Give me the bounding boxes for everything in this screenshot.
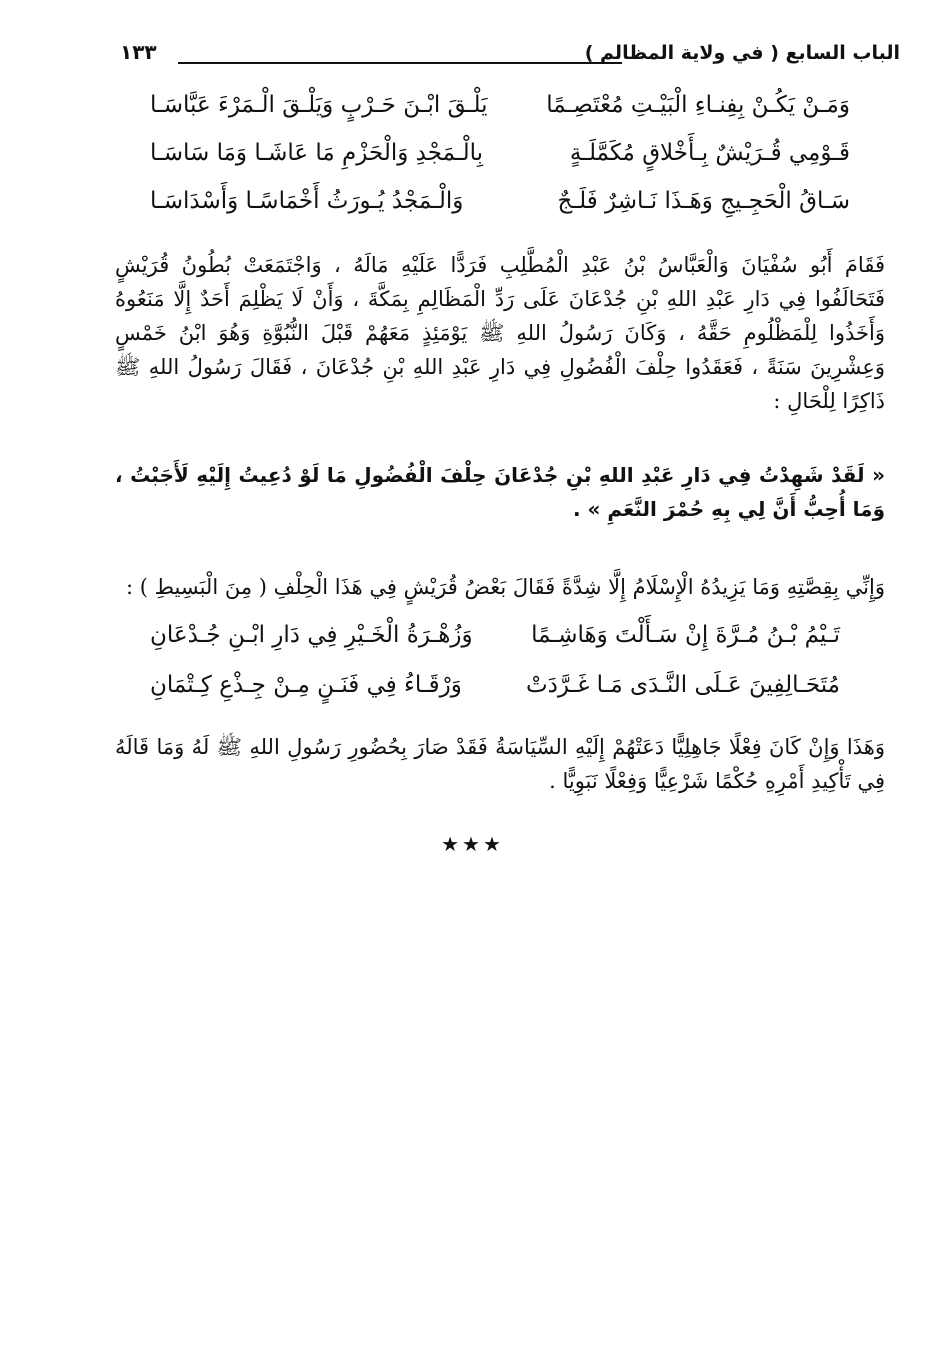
hadith-quote: « لَقَدْ شَهِدْتُ فِي دَارِ عَبْدِ اللهِ بْنِ جُدْعَانَ حِلْفَ الْفُضُولِ مَا لَوْ دُعِيتُ إِلَيْهِ لَأَجَبْتُ ، وَمَا أُحِبُّ أَنَّ لِي بِهِ حُمْرَ النَّعَمِ » . bbox=[115, 463, 885, 521]
verse-line bbox=[140, 672, 840, 708]
verse-left-hemistich: وَرْقَـاءُ فِي فَنَـنٍ مِـنْ جِـذْعِ كِـتْمَانِ bbox=[150, 672, 462, 698]
body-paragraph: وَإِنِّي بِقِصَّتِهِ وَمَا يَزِيدُهُ الْإِسْلَامُ إِلَّا شِدَّةً فَقَالَ بَعْضُ قُرَيْشٍ فِي هَذَا الْحِلْفِ ( مِنَ الْبَسِيطِ ) : bbox=[125, 575, 885, 599]
page-number: ١٣٣ bbox=[120, 40, 157, 64]
verse-right-hemistich: قَـوْمِي قُـرَيْشٌ بِـأَخْلاقٍ مُكَمَّلَـةٍ bbox=[569, 140, 850, 166]
verse-right-hemistich: تَـيْمُ بْـنُ مُـرَّةَ إِنْ سَـأَلْتَ وَهَاشِـمًا bbox=[531, 622, 840, 648]
body-paragraph: فَقَامَ أَبُو سُفْيَانَ وَالْعَبَّاسُ بْنُ عَبْدِ الْمُطَّلِبِ فَرَدًّا عَلَيْهِ مَالَهُ ، وَاجْتَمَعَتْ بُطُونُ قُرَيْشٍ فَتَحَالَفُوا فِي دَارِ عَبْدِ اللهِ بْنِ جُدْعَانَ عَلَى رَدِّ الْمَظَالِمِ بِمَكَّةَ ، وَأَنْ لَا يَظْلِمَ أَحَدٌ إِلَّا مَنَعُوهُ وَأَخَذُوا لِلْمَظْلُومِ حَقَّهُ ، وَكَانَ رَسُولُ اللهِ ﷺ يَوْمَئِذٍ مَعَهُمْ قَبْلَ النُّبُوَّةِ وَهُوَ ابْنُ خَمْسٍ وَعِشْرِينَ سَنَةً ، فَعَقَدُوا حِلْفَ الْفُضُولِ فِي دَارِ عَبْدِ اللهِ بْنِ جُدْعَانَ ، فَقَالَ رَسُولُ اللهِ ﷺ ذَاكِرًا لِلْحَالِ : bbox=[115, 253, 885, 413]
verse-right-hemistich: وَمَـنْ يَكُـنْ بِفِنـاءِ الْبَيْـتِ مُعْتَصِـمًا bbox=[546, 92, 850, 118]
running-header bbox=[120, 40, 900, 74]
verse-left-hemistich: وَالْـمَجْدُ يُـورَثُ أَخْمَاسًـا وَأَسْدَاسَـا bbox=[150, 188, 464, 214]
verse-left-hemistich: بِالْـمَجْدِ وَالْحَزْمِ مَا عَاشَـا وَمَا سَاسَـا bbox=[150, 140, 484, 166]
verse-left-hemistich: وَزُهْـرَةُ الْخَـيْرِ فِي دَارِ ابْـنِ جُـدْعَانِ bbox=[150, 622, 473, 648]
verse-line bbox=[120, 92, 850, 128]
body-paragraph: وَهَذَا وَإِنْ كَانَ فِعْلًا جَاهِلِيًّا دَعَتْهُمْ إِلَيْهِ السِّيَاسَةُ فَقَدْ صَارَ بِحُضُورِ رَسُولِ اللهِ ﷺ لَهُ وَمَا قَالَهُ فِي تَأْكِيدِ أَمْرِهِ حُكْمًا شَرْعِيًّا وَفِعْلًا نَبَوِيًّا . bbox=[115, 735, 885, 793]
verse-right-hemistich: مُتَحَـالِفِينَ عَـلَى النَّـدَى مَـا غَـرَّدَتْ bbox=[525, 672, 840, 698]
verse-line bbox=[120, 140, 850, 176]
verse-line bbox=[120, 188, 850, 224]
section-separator: ★★★ bbox=[441, 832, 504, 856]
header-rule bbox=[178, 62, 622, 64]
verse-line bbox=[140, 622, 840, 658]
verse-right-hemistich: سَـاقُ الْحَجِـيجِ وَهَـذَا نَـاشِرٌ فَلَـجٌ bbox=[557, 188, 850, 214]
verse-left-hemistich: يَلْـقَ ابْـنَ حَـرْبٍ وَيَلْـقَ الْـمَرْءَ عَبَّاسَـا bbox=[150, 92, 488, 118]
chapter-title: الباب السابع ( في ولاية المظالم ) bbox=[584, 42, 900, 64]
